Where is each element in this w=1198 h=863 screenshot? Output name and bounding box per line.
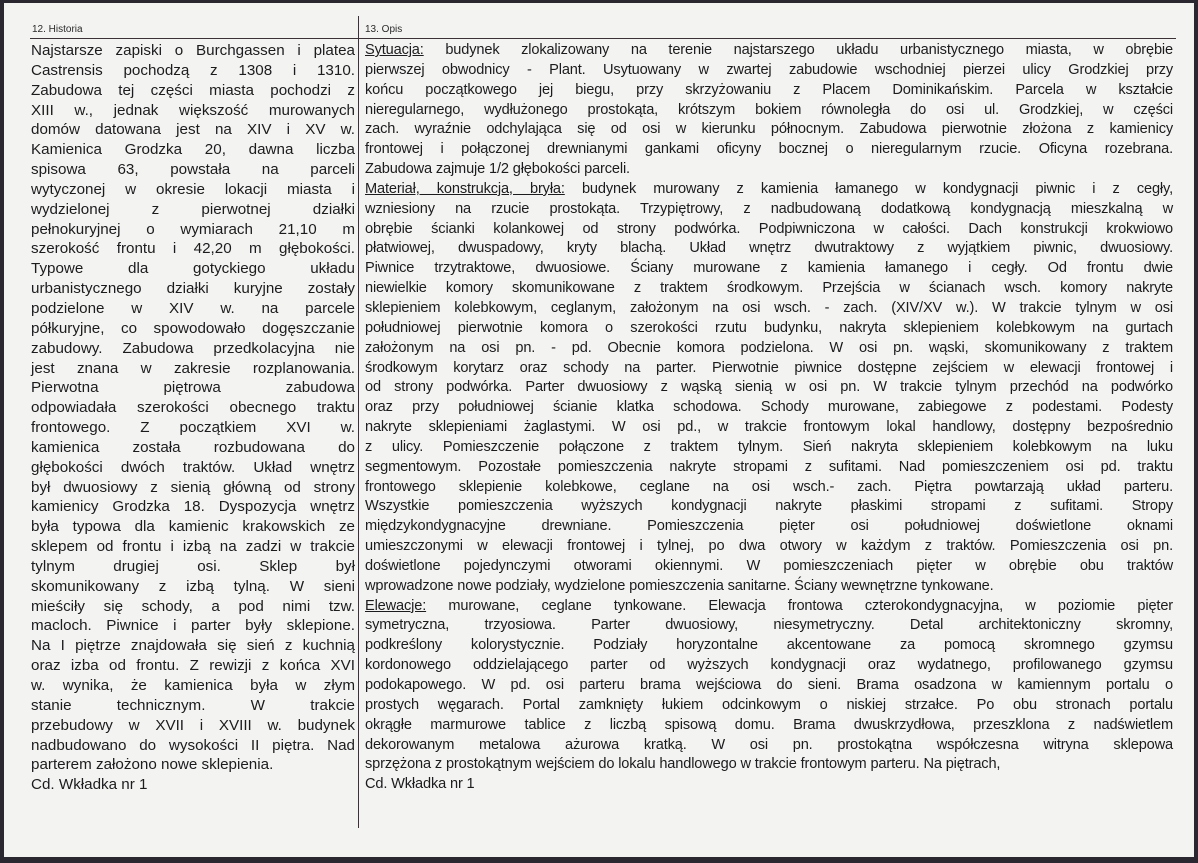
historia-line: była typowa dla kamienic krakowskich ze [31, 518, 355, 536]
opis-line: symetryczna, trzyosiowa. Parter dwuosiowy, niesymetryczny. Detal architektoniczny skromny, [365, 617, 1173, 634]
historia-line: macloch. Piwnice i parter były sklepione. [31, 617, 355, 635]
historia-line: parterem założono nowe sklepienia. [31, 756, 274, 774]
historia-line: wytyczonej w okresie lokacji miasta i [31, 180, 355, 198]
opis-line: pierwszej obwodnicy - Plant. Usytuowany w zwartej zabudowie wschodniej pierzei ulicy Grodzkiej przy [365, 61, 1173, 78]
historia-line: w. wynika, że kamienica była w złym [31, 677, 355, 694]
opis-line: południowej pierwotnie komora o szerokości rzutu budynku, nakryta sklepieniem kolebkowym na gurtach [365, 319, 1173, 336]
header-rule [30, 38, 1176, 39]
historia-column [31, 41, 355, 795]
historia-continuation-note: Cd. Wkładka nr 1 [31, 776, 148, 794]
historia-line: podzielone w XIV w. na parcele [31, 299, 355, 317]
historia-line: sklepem od frontu i izbą na zadzi w trakcie [31, 538, 355, 556]
opis-line: podkreślony kolorystycznie. Podziały horyzontalne akcentowane za pomocą skromnego gzymsu [365, 637, 1173, 654]
elewacje-first-line [365, 597, 1173, 617]
opis-line: płatwiowej, dwuspadowy, kryty blachą. Układ wnętrz dwutraktowy z wyjątkiem piwnic, dwuosiowy. [365, 240, 1173, 257]
historia-line: stanie technicznym. W trakcie [31, 696, 355, 714]
opis-line: frontowego sklepienie kolebkowe, ceglane na osi wsch.- zach. Piętra powtarzają układ parteru. [365, 478, 1173, 495]
historia-line: mieściły się schody, a pod nimi tzw. [31, 597, 355, 615]
historia-line: tylnym drugiej osi. Sklep był [31, 557, 355, 575]
historia-line: skomunikowany z izbą tylną. W sieni [31, 577, 355, 595]
historia-line: pełnokuryjnej o wymiarach 21,10 m [31, 220, 355, 238]
opis-line: wprowadzone nowe podziały, wydzielone pomieszczenia sanitarne. Ściany wewnętrzne tynkowane. [365, 577, 994, 594]
opis-line: umieszczonymi w elewacji frontowej i tylnej, po dwa otwory w każdym z traktów. Pomieszczenia osi pn. [365, 538, 1173, 555]
historia-line: nadbudowano do wysokości II piętra. Nad [31, 736, 355, 754]
opis-column [365, 41, 1173, 795]
historia-line: Na I piętrze znajdowała się sień z kuchnią [31, 637, 355, 655]
column-divider [358, 16, 359, 828]
opis-line: kordonowego oddzielającego parter od wyższych kondygnacji oraz wydatnego, profilowanego gzymsu [365, 657, 1173, 674]
elewacje-text: murowane, ceglane tynkowane. Elewacja frontowa czterokondygnacyjna, w poziomie pięter [426, 597, 1173, 614]
historia-line: kamienica została rozbudowana do [31, 438, 355, 456]
opis-line: niewielkie komory skomunikowane z traktem środkowym. Przejścia w ścianach wsch. komory nakryte [365, 280, 1173, 297]
opis-line: z ulicy. Pomieszczenie połączone z traktem tylnym. Sień nakryta sklepieniem kolebkowym na luku [365, 438, 1173, 455]
historia-line: Kamienica Grodzka 20, dawna liczba [31, 141, 355, 159]
opis-line: sklepieniem kolebkowym, ceglanym, założonym na osi wsch. - zach. (XIV/XV w.). W trakcie tylnym w osi [365, 299, 1173, 316]
opis-line: międzykondygnacyjne drewniane. Pomieszczenia pięter osi południowej doświetlone oknami [365, 518, 1173, 535]
opis-line: nieregularnego, wydłużonego prostokąta, krótszym bokiem równoległa do osi ul. Grodzkiej, w części [365, 101, 1173, 118]
opis-line: prostych węgarach. Portal zamknięty łukiem odcinkowym o niskiej strzałce. Po obu stronach portalu [365, 696, 1173, 713]
historia-line: kamienicy Grodzka 18. Dyspozycja wnętrz [31, 498, 355, 516]
historia-line: spisowa 63, powstała na parceli [31, 161, 355, 179]
opis-line: podokapowego. W pd. osi parteru brama wejściowa do sieni. Brama osadzona w kamiennym portalu o [365, 677, 1173, 693]
sytuacja-heading: Sytuacja: [365, 42, 424, 58]
section-label-historia: 12. Historia [32, 24, 83, 35]
elewacje-heading: Elewacje: [365, 597, 427, 614]
opis-line: oraz przy południowej ścianie klatka schodowa. Schody murowane, zabiegowe z podestami. Podesty [365, 399, 1173, 416]
historia-line: szerokość frontu i 42,20 m głębokości. [31, 240, 355, 258]
sytuacja-text: budynek zlokalizowany na terenie najstarszego układu urbanistycznego miasta, w obrębie [423, 42, 1173, 58]
opis-line: nakryte sklepieniami żaglastymi. W osi pd., w trakcie frontowym lokal handlowy, dostępny bezpośrednio [365, 419, 1173, 436]
opis-line: obrębie ścianki kolankowej od strony podwórka. Podpiwniczona w całości. Dach konstrukcji krokwiowo [365, 220, 1173, 237]
opis-line: segmentowym. Pozostałe pomieszczenia nakryte stropami z sufitami. Nad pomieszczeniem osi pd. traktu [365, 458, 1173, 475]
historia-line: był dwuosiowy z sienią główną od strony [31, 478, 355, 496]
historia-line: XIII w., jednak większość murowanych [31, 101, 355, 119]
opis-continuation-note: Cd. Wkładka nr 1 [365, 776, 475, 793]
historia-line: urbanistycznego działki kuryjne zostały [31, 280, 355, 298]
material-first-line [365, 180, 1173, 200]
material-text: budynek murowany z kamienia łamanego w kondygnacji piwnic i z cegły, [564, 180, 1173, 197]
historia-line: oraz izba od frontu. Z rewizji z końca XVI [31, 657, 355, 675]
opis-line: założonym na osi pn. - pd. Obecnie komora podzielona. W osi pn. wąski, skomunikowany z traktem [365, 339, 1173, 356]
historia-line: przebudowy w XVII i XVIII w. budynek [31, 716, 355, 734]
historia-line: Zabudowa tej części miasta pochodzi z [31, 81, 355, 99]
opis-line: wzniesiony na rzucie prostokąta. Trzypiętrowy, z nadbudowaną dodatkową kondygnacją mieszkalną w [365, 200, 1173, 217]
material-heading: Materiał, konstrukcja, bryła: [365, 180, 565, 197]
opis-line: od strony podwórka. Parter dwuosiowy z wąską sienią w osi pn. W trakcie tylnym przechód na podwórko [365, 379, 1173, 396]
historia-line: frontowego. Z początkiem XVI w. [31, 419, 355, 437]
historia-line: zabudowy. Zabudowa przedkolacyjna nie [31, 339, 355, 357]
opis-line: Zabudowa zajmuje 1/2 głębokości parceli. [365, 161, 630, 178]
historia-line: Pierwotna piętrowa zabudowa [31, 379, 355, 397]
opis-line: sprzężona z prostokątnym wejściem do lokalu handlowego w trakcie frontowym parteru. Na piętrach, [365, 756, 1001, 773]
opis-line: zach. wyraźnie odchylająca się od osi w kierunku północnym. Zabudowa pierwotnie złożona z kamienicy [365, 121, 1173, 138]
historia-line: jest znana w zakresie rozplanowania. [31, 359, 355, 377]
opis-line: środkowym korytarz oraz schody na parter. Pierwotnie piwnice dostępne zejściem w elewacji frontowej i [365, 359, 1173, 376]
opis-line: frontowej i połączonej drewnianymi gankami oficyny bocznej o nieregularnym rzucie. Oficyna rozebrana. [365, 141, 1173, 158]
historia-line: Castrensis pochodzą z 1308 i 1310. [31, 61, 355, 79]
opis-line: dekorowanym metalowa ażurowa kratką. W osi pn. prostokątna współczesna witryna sklepowa [365, 736, 1173, 753]
section-label-opis: 13. Opis [365, 24, 403, 35]
opis-line: doświetlone pojedynczymi otworami okiennymi. W pomieszczeniach pięter w obrębie obu traktów [365, 557, 1173, 574]
historia-line: wydzielonej z pierwotnej działki [31, 200, 355, 218]
opis-line: Piwnice trzytraktowe, dwuosiowe. Ściany murowane z kamienia łamanego i cegły. Od frontu dwie [365, 260, 1173, 277]
historia-line: głębokości dwóch traktów. Układ wnętrz [31, 458, 355, 476]
historia-line: domów datowana jest na XIV i XV w. [31, 121, 355, 139]
document-sheet [4, 3, 1194, 857]
historia-line: półkuryjne, co spowodowało dogęszczanie [31, 319, 355, 337]
historia-line: Typowe dla gotyckiego układu [31, 260, 355, 278]
sytuacja-first-line [365, 41, 1173, 61]
opis-line: końcu początkowego jej biegu, przy skrzyżowaniu z Placem Dominikańskim. Parcela w kształcie [365, 81, 1173, 98]
historia-line: odpowiadała szerokości obecnego traktu [31, 399, 355, 417]
opis-line: Wszystkie pomieszczenia wyższych kondygnacji nakryte płaskimi stropami z sufitami. Stropy [365, 498, 1173, 515]
opis-line: okrągłe marmurowe tablice z liczbą spisową domu. Brama dwuskrzydłowa, przeszklona z nadświetlem [365, 716, 1173, 733]
historia-line: Najstarsze zapiski o Burchgassen i platea [31, 42, 355, 59]
